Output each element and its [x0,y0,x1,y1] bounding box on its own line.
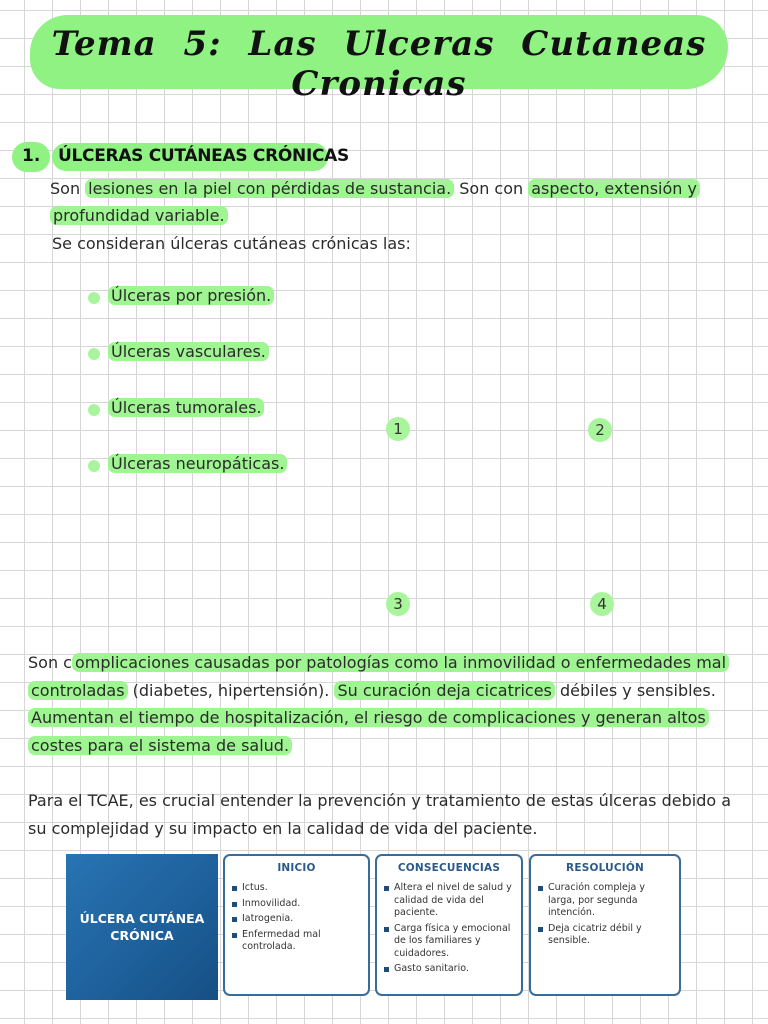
intro-highlight: aspecto, extensión y profundidad variable. [50,179,700,225]
paragraph-text: débiles y sensibles. [554,680,716,700]
intro-highlight: lesiones en la piel con pérdidas de sustancia. [85,179,454,198]
image-label-1: 1 [386,417,410,441]
paragraph-text: Son c [28,653,72,672]
bullet-dot [88,404,100,416]
card-item: Iatrogenia. [232,913,363,926]
bullet-dot [88,460,100,472]
paragraph-highlight: Aumentan el tiempo de hospitalización, el riesgo de complicaciones y generan altos costes para el sistema de salud. [28,708,709,755]
paragraph-highlight: omplicaciones causadas por patologías como la inmovilidad o enfermedades mal controladas [28,653,729,700]
tcae-paragraph: Para el TCAE, es crucial entender la prevención y tratamiento de estas úlceras debido a su complejidad y su impacto en la calidad de vida del paciente. [28,791,732,838]
diagram-card-inicio [223,854,370,996]
page-title: Tema 5: Las Ulceras Cutaneas Cronicas [51,24,707,104]
list-item-text: Úlceras por presión. [108,286,274,305]
card-item: Deja cicatriz débil y sensible. [538,923,674,948]
complications-paragraph [28,649,743,759]
intro-text: Son con [454,179,529,198]
bullet-dot [88,348,100,360]
section-heading: ÚLCERAS CUTÁNEAS CRÓNICAS [58,146,349,166]
card-title: INICIO [277,862,316,874]
intro-text: Son [50,179,86,198]
card-title: CONSECUENCIAS [397,862,501,874]
card-item: Inmovilidad. [232,898,363,911]
paragraph-highlight: Su curación deja cicatrices [334,681,554,700]
list-item-text: Úlceras neuropáticas. [108,454,287,473]
diagram-card-resolucion [529,854,681,996]
card-item: Altera el nivel de salud y calidad de vida del paciente. [384,882,516,920]
diagram-main-label: ÚLCERA CUTÁNEA CRÓNICA [79,911,205,943]
diagram-card-consecuencias [375,854,523,996]
list-item-text: Úlceras tumorales. [108,398,264,417]
section-number: 1. [22,146,41,166]
card-list [232,882,363,957]
card-item: Enfermedad mal controlada. [232,929,363,954]
card-title: RESOLUCIÓN [566,862,644,874]
image-label-2: 2 [588,418,612,442]
card-item: Curación compleja y larga, por segunda intención. [538,882,674,920]
bullet-dot [88,292,100,304]
intro-line-2: Se consideran úlceras cutáneas crónicas las: [52,234,411,253]
card-item: Ictus. [232,882,363,895]
card-item: Gasto sanitario. [384,963,516,976]
list-item-text: Úlceras vasculares. [108,342,269,361]
paragraph-text: (diabetes, hipertensión). [127,680,335,700]
card-list [384,882,516,979]
ulcer-diagram [66,854,686,1002]
image-label-3: 3 [386,592,410,616]
intro-paragraph [50,175,740,229]
card-list [538,882,674,951]
card-item: Carga física y emocional de los familiares y cuidadores. [384,923,516,961]
image-label-4: 4 [590,592,614,616]
